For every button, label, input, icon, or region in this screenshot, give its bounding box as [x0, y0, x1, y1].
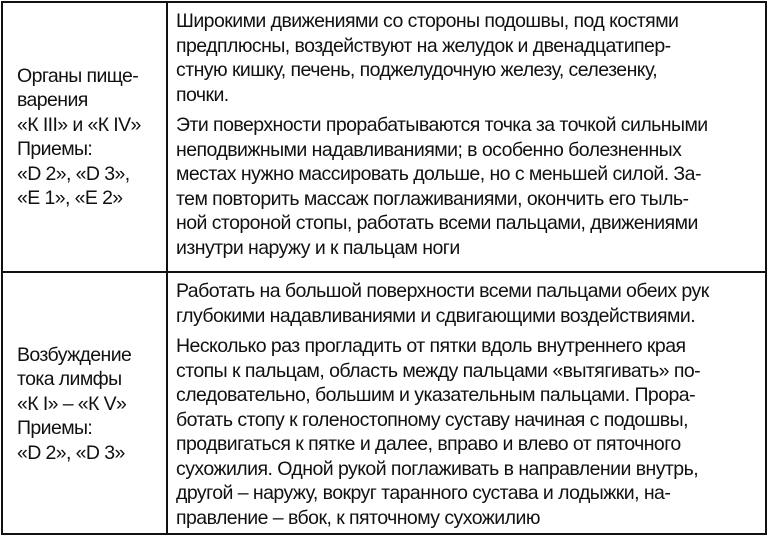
table-row-lymph-flow — [3, 271, 765, 535]
zone-line: «D 2», «D 3» — [17, 441, 125, 464]
technique-line: почки. — [176, 83, 229, 106]
zone-line: Возбуждение — [17, 343, 132, 366]
zone-line: варения — [17, 89, 88, 111]
technique-line: Эти поверхности прорабатываются точка за точкой сильными — [176, 114, 708, 136]
technique-line: стопы к пальцам, область между пальцами «вытягивать» по- — [176, 359, 701, 382]
technique-line: ной стороной стопы, работать всеми пальцами, движениями — [176, 212, 698, 234]
technique-line: сухожилия. Одной рукой поглаживать в направлении внутрь, — [176, 457, 699, 480]
zone-line: «Е 1», «Е 2» — [17, 187, 123, 209]
technique-line: местах нужно массировать дольше, но с меньшей силой. За- — [176, 163, 701, 185]
technique-line: продвигаться к пятке и далее, вправо и влево от пяточного — [176, 433, 681, 455]
technique-line: Несколько раз прогладить от пятки вдоль внутреннего края — [176, 335, 686, 357]
zone-line: «К I» – «К V» — [17, 392, 127, 415]
technique-paragraph — [176, 9, 755, 107]
technique-line: глубокими надавливаниями и сдвигающими воздействиями. — [176, 304, 696, 327]
massage-table — [1, 1, 767, 535]
technique-line: неподвижными надавливаниями; в особенно болезненных — [176, 138, 682, 161]
table-row-digestive-organs — [3, 3, 765, 271]
zone-line: «К III» и «К IV» — [17, 113, 141, 136]
zone-line: «D 2», «D 3», — [17, 162, 130, 185]
technique-line: предплюсны, воздействуют на желудок и двенадцатипер- — [176, 34, 671, 57]
technique-line: изнутри наружу и к пальцам ноги — [176, 236, 460, 259]
zone-cell — [3, 273, 168, 535]
technique-line: следовательно, большим и указательным пальцами. Прора- — [176, 384, 696, 406]
zone-line: Органы пище- — [17, 64, 139, 87]
technique-cell — [168, 3, 765, 271]
technique-line: правление – вбок, к пяточному сухожилию — [176, 506, 540, 529]
zone-line: тока лимфы — [17, 368, 122, 391]
zone-line: Приемы: — [17, 138, 93, 160]
technique-line: стную кишку, печень, поджелудочную железу, селезенку, — [176, 59, 658, 81]
technique-line: Работать на большой поверхности всеми пальцами обеих рук — [176, 280, 709, 302]
technique-paragraph — [176, 113, 755, 260]
technique-line: тем повторить массаж поглаживаниями, окончить его тыль- — [176, 187, 689, 210]
technique-paragraph — [176, 334, 755, 530]
technique-cell — [168, 273, 765, 535]
technique-paragraph — [176, 279, 755, 328]
zone-line: Приемы: — [17, 417, 93, 440]
technique-line: ботать стопу к голеностопному суставу начиная с подошвы, — [176, 408, 688, 431]
zone-cell — [3, 3, 168, 271]
technique-line: Широкими движениями со стороны подошвы, под костями — [176, 10, 679, 32]
technique-line: другой – наружу, вокруг таранного сустава и лодыжки, на- — [176, 482, 671, 504]
